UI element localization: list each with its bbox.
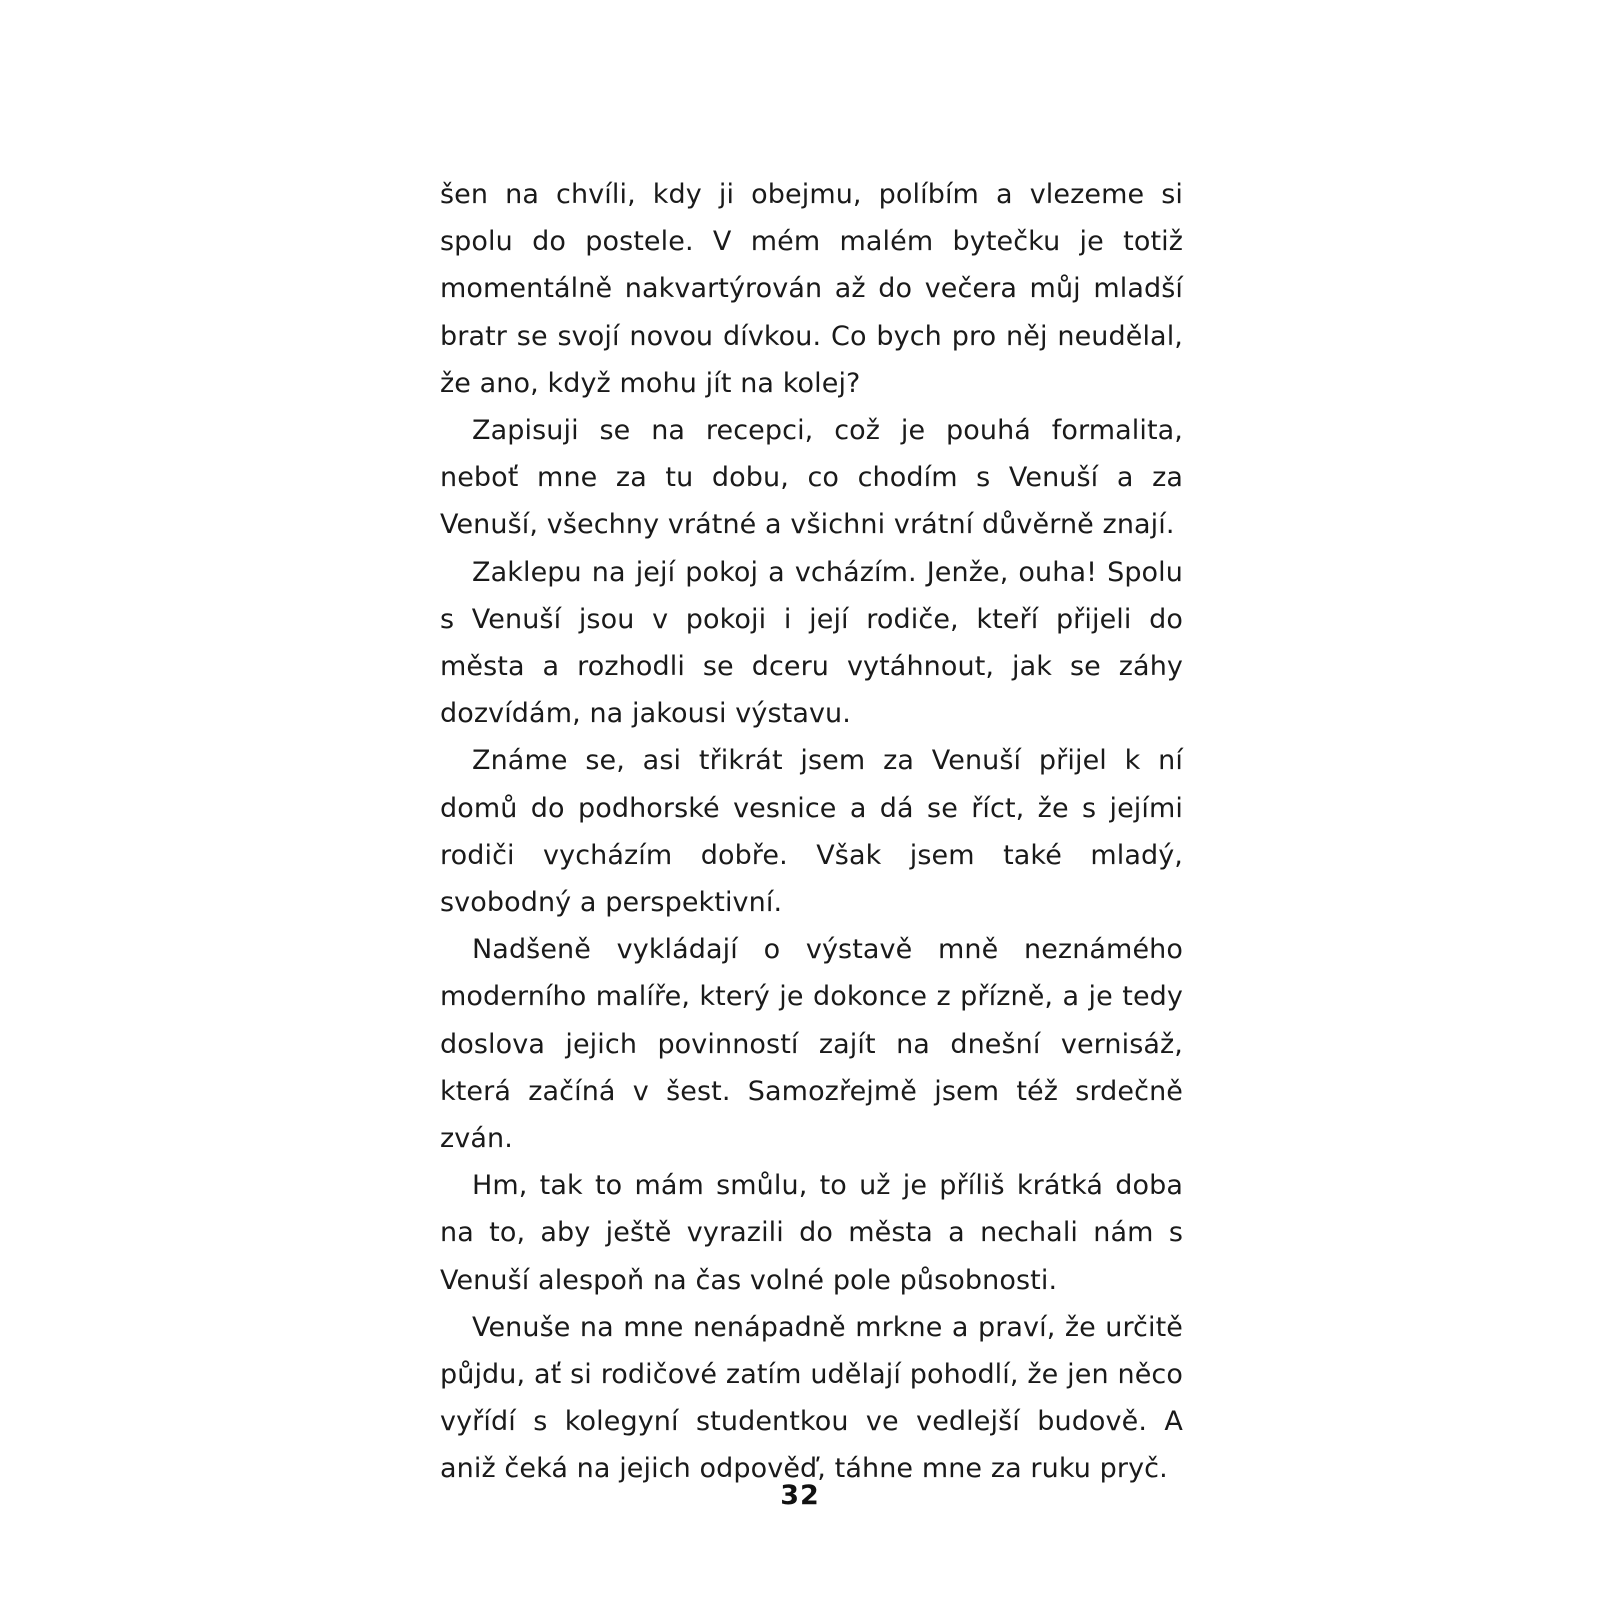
- paragraph-2: Zapisuji se na recepci, což je pouhá formalita, neboť mne za tu dobu, co chodím s Venuší a za Venuší, všechny vrátné a všichni vrátní důvěrně znají.: [440, 415, 1183, 541]
- page-number: 32: [780, 1480, 820, 1511]
- paragraph-5: Nadšeně vykládají o výstavě mně neznámého moderního malíře, který je dokonce z přízně, a je tedy doslova jejich povinností zajít na dnešní vernisáž, která začíná v šest. Samozřejmě jsem též srdečně zván.: [440, 934, 1183, 1155]
- paragraph-3: Zaklepu na její pokoj a vcházím. Jenže, ouha! Spolu s Venuší jsou v pokoji i její rodiče, kteří přijeli do města a rozhodli se dceru vytáhnout, jak se záhy dozvídám, na jakousi výstavu.: [440, 556, 1183, 730]
- paragraph-7: Venuše na mne nenápadně mrkne a praví, že určitě půjdu, ať si rodičové zatím udělají pohodlí, že jen něco vyřídí s kolegyní studentkou ve vedlejší budově. A aniž čeká na jejich odpověď, táhne mne za ruku pryč.: [440, 1311, 1183, 1485]
- paragraph-1: šen na chvíli, kdy ji obejmu, políbím a vlezeme si spolu do postele. V mém malém bytečku je totiž momentálně nakvartýrován až do večera můj mladší bratr se svojí novou dívkou. Co bych pro něj neudělal, že ano, když mohu jít na kolej?: [440, 179, 1183, 399]
- paragraph-6: Hm, tak to mám smůlu, to už je příliš krátká doba na to, aby ještě vyrazili do města a nechali nám s Venuší alespoň na čas volné pole působnosti.: [440, 1170, 1183, 1296]
- body-text: [440, 171, 1183, 1493]
- paragraph-4: Známe se, asi třikrát jsem za Venuší přijel k ní domů do podhorské vesnice a dá se říct, že s jejími rodiči vycházím dobře. Však jsem také mladý, svobodný a perspektivní.: [440, 745, 1183, 919]
